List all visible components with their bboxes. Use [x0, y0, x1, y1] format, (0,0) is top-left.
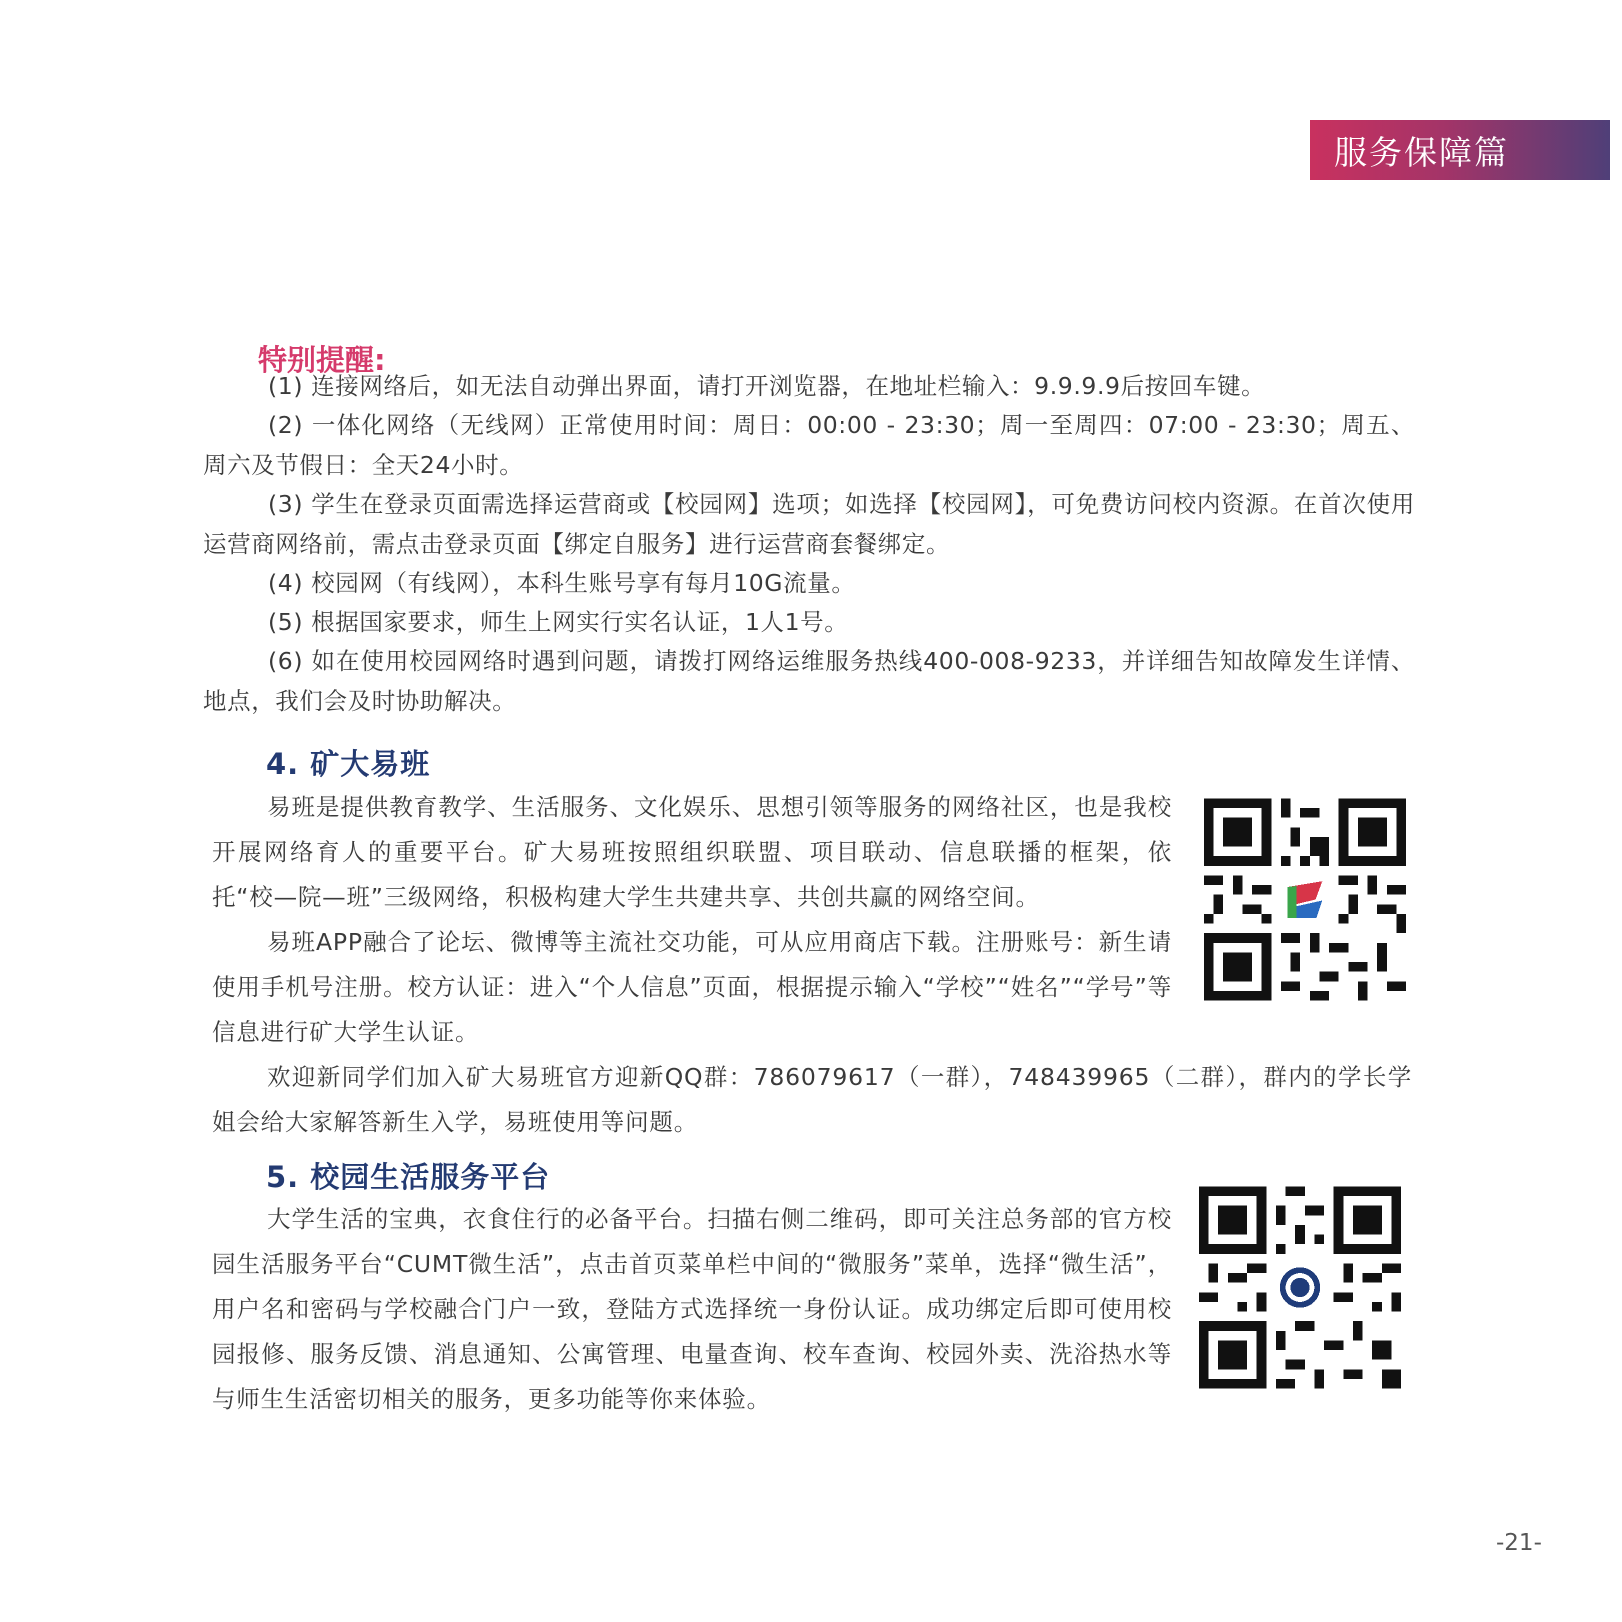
- reminder-item-5: (5) 根据国家要求，师生上网实行实名认证，1人1号。: [268, 608, 849, 636]
- reminder-item-6: (6) 如在使用校园网络时遇到问题，请拨打网络运维服务热线400-008-9233，并详细告知故障发生详情、地点，我们会及时协助解决。: [203, 647, 1415, 715]
- section-4-paragraph-1: 易班是提供教育教学、生活服务、文化娱乐、思想引领等服务的网络社区，也是我校开展网络育人的重要平台。矿大易班按照组织联盟、项目联动、信息联播的框架，依托“校—院—班”三级网络，积极构建大学生共建共享、共创共赢的网络空间。: [212, 793, 1172, 911]
- section-4-paragraph-2: 易班APP融合了论坛、微博等主流社交功能，可从应用商店下载。注册账号：新生请使用手机号注册。校方认证：进入“个人信息”页面，根据提示输入“学校”“姓名”“学号”等信息进行矿大学生认证。: [212, 928, 1172, 1046]
- section-5-paragraph-1: 大学生活的宝典，衣食住行的必备平台。扫描右侧二维码，即可关注总务部的官方校园生活服务平台“CUMT微生活”，点击首页菜单栏中间的“微服务”菜单，选择“微生活”，用户名和密码与学校融合门户一致，登陆方式选择统一身份认证。成功绑定后即可使用校园报修、服务反馈、消息通知、公寓管理、电量查询、校车查询、校园外卖、洗浴热水等与师生生活密切相关的服务，更多功能等你来体验。: [212, 1205, 1172, 1413]
- section-4-title: 4. 矿大易班: [266, 747, 431, 781]
- section-banner: 服务保障篇: [1310, 120, 1610, 180]
- qr-code-cumt-icon: [1199, 1185, 1401, 1390]
- section-5-title: 5. 校园生活服务平台: [266, 1160, 551, 1194]
- qr-code-yiban-icon: [1204, 797, 1406, 1002]
- page-number: -21-: [1496, 1530, 1542, 1556]
- reminder-item-2: (2) 一体化网络（无线网）正常使用时间：周日：00:00 - 23:30；周一至周四：07:00 - 23:30；周五、周六及节假日：全天24小时。: [203, 411, 1415, 479]
- reminder-item-4: (4) 校园网（有线网），本科生账号享有每月10G流量。: [268, 569, 856, 597]
- section-4-paragraph-3: 欢迎新同学们加入矿大易班官方迎新QQ群：786079617（一群），748439965（二群），群内的学长学姐会给大家解答新生入学，易班使用等问题。: [212, 1063, 1412, 1136]
- reminder-item-1: (1) 连接网络后，如无法自动弹出界面，请打开浏览器，在地址栏输入：9.9.9.9后按回车键。: [268, 372, 1266, 400]
- reminder-title: 特别提醒:: [258, 343, 386, 377]
- reminder-item-3: (3) 学生在登录页面需选择运营商或【校园网】选项；如选择【校园网】，可免费访问校内资源。在首次使用运营商网络前，需点击登录页面【绑定自服务】进行运营商套餐绑定。: [203, 490, 1415, 558]
